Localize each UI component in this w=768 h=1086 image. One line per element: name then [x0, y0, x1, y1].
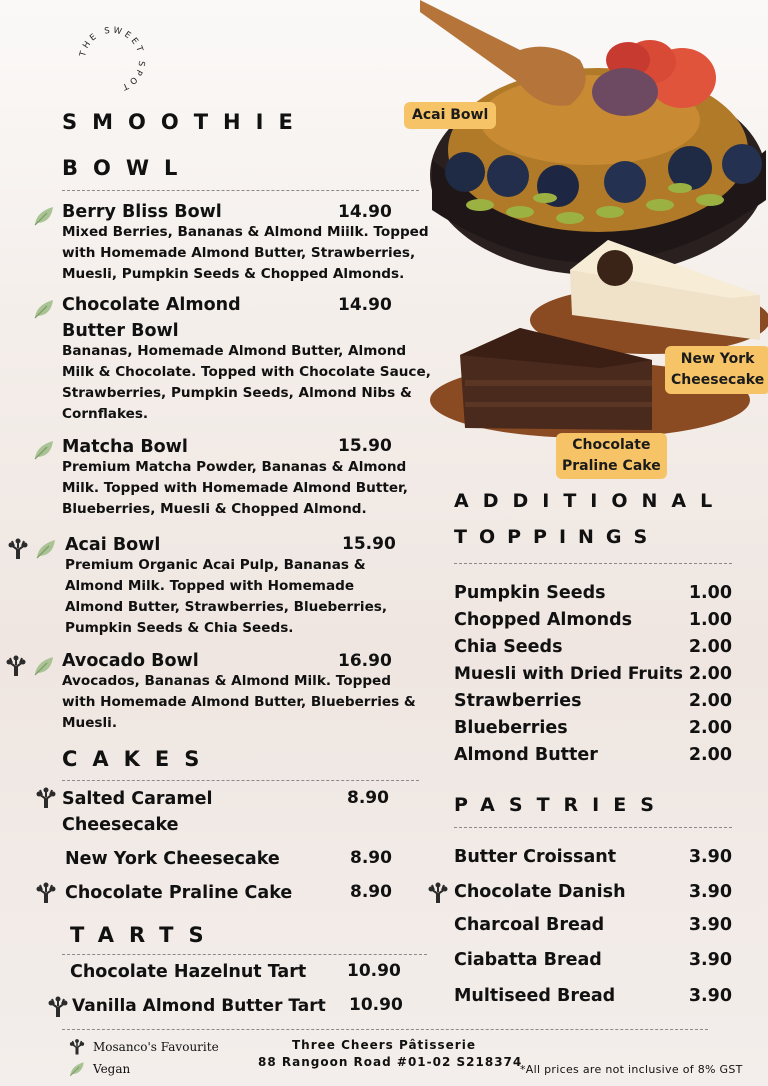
pastry-price: 3.90	[688, 882, 732, 902]
item-description: Avocados, Bananas & Almond Milk. Topped with Homemade Almond Butter, Blueberries & Muesli.	[62, 673, 416, 731]
badge-nyc-line2: Cheesecake	[671, 372, 765, 388]
divider	[62, 190, 419, 191]
section-title-tarts: TARTS	[70, 923, 219, 947]
gst-note: *All prices are not inclusive of 8% GST	[520, 1063, 743, 1076]
item-price: 10.90	[347, 961, 401, 981]
tree-icon	[34, 881, 58, 905]
divider	[454, 827, 732, 828]
tree-icon	[68, 1038, 86, 1056]
section-title-smoothie-line1: SMOOTHIE	[62, 110, 308, 134]
item-name: Matcha Bowl	[62, 437, 188, 457]
leaf-icon	[32, 438, 56, 462]
item-description: Premium Matcha Powder, Bananas & Almond Milk. Topped with Homemade Almond Butter, Blueberries, Muesli & Chopped Almond.	[62, 459, 408, 517]
topping-price: 2.00	[688, 718, 732, 738]
list-item	[454, 634, 732, 661]
pastry-name: Butter Croissant	[454, 847, 617, 867]
list-item	[454, 688, 732, 715]
item-description: Premium Organic Acai Pulp, Bananas & Almond Milk. Topped with Homemade Almond Butter, Strawberries, Blueberries, Pumpkin Seeds & Chia Seeds.	[65, 557, 388, 636]
topping-price: 2.00	[688, 745, 732, 765]
item-price: 15.90	[338, 436, 392, 456]
brand-logo-text: THE SWEET SPOT	[78, 25, 147, 93]
divider	[454, 563, 732, 564]
leaf-icon	[32, 654, 56, 678]
footer-divider	[62, 1029, 708, 1030]
badge-praline-line1: Chocolate	[572, 437, 651, 453]
acai-bowl-image	[420, 0, 766, 275]
shop-address: 88 Rangoon Road #01-02 S218374	[258, 1055, 523, 1069]
divider	[62, 954, 427, 955]
section-title-smoothie-line2: BOWL	[62, 156, 193, 180]
topping-name: Pumpkin Seeds	[454, 583, 606, 603]
item-name: Berry Bliss Bowl	[62, 202, 222, 222]
section-title-toppings-line1: ADDITIONAL	[454, 490, 727, 512]
topping-price: 2.00	[688, 691, 732, 711]
leaf-icon	[32, 204, 56, 228]
pastry-price: 3.90	[688, 847, 732, 867]
item-name-line2: Cheesecake	[62, 815, 179, 835]
topping-name: Blueberries	[454, 718, 568, 738]
item-price: 10.90	[349, 995, 403, 1015]
topping-price: 2.00	[688, 664, 732, 684]
item-price: 8.90	[350, 882, 392, 902]
item-description: Bananas, Homemade Almond Butter, Almond Milk & Chocolate. Topped with Chocolate Sauce, Strawberries, Pumpkin Seeds, Almond Nibs & Cornflakes.	[62, 343, 431, 422]
list-item	[454, 742, 732, 769]
brand-logo	[76, 24, 148, 96]
topping-name: Muesli with Dried Fruits	[454, 664, 683, 684]
list-item	[454, 607, 732, 634]
svg-text:THE SWEET SPOT	[78, 26, 146, 93]
item-name-line1: Salted Caramel	[62, 789, 213, 809]
tree-icon	[34, 786, 58, 810]
pastry-price: 3.90	[688, 915, 732, 935]
section-title-pastries: PASTRIES	[454, 794, 668, 816]
item-name: Vanilla Almond Butter Tart	[72, 996, 326, 1016]
pastry-price: 3.90	[688, 950, 732, 970]
item-price: 15.90	[342, 534, 396, 554]
badge-praline-line2: Praline Cake	[562, 458, 661, 474]
legend-favourite-label: Mosanco's Favourite	[93, 1040, 219, 1054]
badge-chocolate-praline-cake	[556, 433, 667, 479]
item-name: Avocado Bowl	[62, 651, 199, 671]
topping-name: Strawberries	[454, 691, 582, 711]
leaf-icon	[32, 297, 56, 321]
item-price: 8.90	[350, 848, 392, 868]
pastry-name: Multiseed Bread	[454, 986, 616, 1006]
item-name-line2: Butter Bowl	[62, 321, 179, 341]
item-price: 8.90	[347, 788, 389, 808]
leaf-icon	[68, 1060, 86, 1078]
topping-name: Almond Butter	[454, 745, 598, 765]
item-price: 14.90	[338, 295, 392, 315]
pastry-name: Ciabatta Bread	[454, 950, 602, 970]
pastry-name: Charcoal Bread	[454, 915, 605, 935]
tree-icon	[426, 881, 450, 905]
item-name-line1: Chocolate Almond	[62, 295, 241, 315]
topping-price: 1.00	[688, 610, 732, 630]
section-title-toppings-line2: TOPPINGS	[454, 526, 660, 548]
item-name: Acai Bowl	[65, 535, 161, 555]
pastry-name: Chocolate Danish	[454, 882, 626, 902]
item-name: Chocolate Hazelnut Tart	[70, 962, 307, 982]
toppings-list	[454, 580, 732, 769]
leaf-icon	[34, 537, 58, 561]
tree-icon	[46, 995, 70, 1019]
topping-name: Chopped Almonds	[454, 610, 633, 630]
badge-acai-bowl: Acai Bowl	[404, 102, 496, 129]
pastry-price: 3.90	[688, 986, 732, 1006]
list-item	[454, 580, 732, 607]
item-description: Mixed Berries, Bananas & Almond Miilk. Topped with Homemade Almond Butter, Strawberries, Muesli, Pumpkin Seeds & Chopped Almonds.	[62, 224, 429, 282]
section-title-cakes: CAKES	[62, 747, 215, 771]
topping-price: 2.00	[688, 637, 732, 657]
item-name: Chocolate Praline Cake	[65, 883, 293, 903]
topping-name: Chia Seeds	[454, 637, 563, 657]
badge-nyc-line1: New York	[680, 351, 755, 367]
list-item	[454, 715, 732, 742]
item-price: 16.90	[338, 651, 392, 671]
badge-new-york-cheesecake	[665, 346, 768, 394]
list-item	[454, 661, 732, 688]
tree-icon	[6, 537, 30, 561]
shop-name: Three Cheers Pâtisserie	[292, 1038, 476, 1052]
item-name: New York Cheesecake	[65, 849, 280, 869]
item-price: 14.90	[338, 202, 392, 222]
topping-price: 1.00	[688, 583, 732, 603]
divider	[62, 780, 419, 781]
tree-icon	[4, 654, 28, 678]
legend-vegan-label: Vegan	[93, 1062, 131, 1076]
